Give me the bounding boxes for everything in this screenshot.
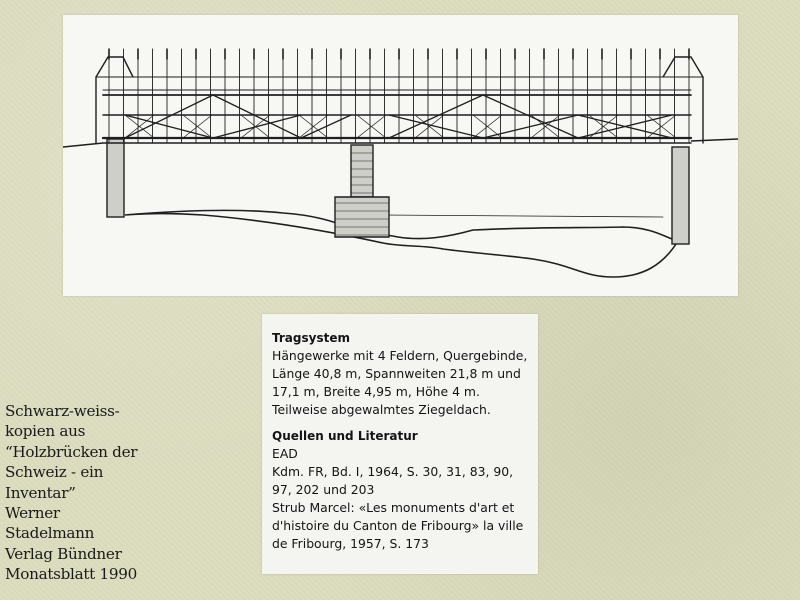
caption-line: Inventar”: [5, 483, 76, 502]
caption-line: Monatsblatt 1990: [5, 565, 137, 584]
bank-line-left: [63, 143, 103, 147]
bank-line-right: [691, 139, 738, 141]
truss-diagonal: [483, 95, 578, 138]
truss-diagonal: [213, 95, 301, 138]
caption-line: Schweiz - ein: [5, 463, 104, 482]
abutment-left: [107, 139, 124, 217]
bridge-info-card: [262, 314, 538, 574]
caption-line: “Holzbrücken der: [5, 442, 138, 461]
section-text-tragsystem: Hängewerke mit 4 Feldern, Quergebinde, Länge 40,8 m, Spannweiten 21,8 m und 17,1 m, Breite 4,95 m, Höhe 4 m. Teilweise abgewalmtes Ziegeldach.: [272, 348, 528, 417]
caption-line: kopien aus: [5, 422, 86, 441]
truss-diagonal: [389, 115, 483, 138]
gable-left: [96, 57, 133, 77]
section-text-quellen: EAD Kdm. FR, Bd. I, 1964, S. 30, 31, 83, 90, 97, 202 und 203 Strub Marcel: «Les monuments d'art et d'histoire du Canton de Fribourg» la ville de Fribourg, 1957, S. 173: [272, 446, 524, 551]
abutment-right: [672, 147, 689, 244]
section-heading-tragsystem: Tragsystem: [272, 331, 350, 345]
truss-diagonal: [301, 115, 351, 138]
caption-line: Werner: [5, 504, 60, 523]
bridge-drawing: [63, 15, 738, 296]
source-caption: [5, 401, 165, 585]
section-heading-quellen: Quellen und Literatur: [272, 429, 418, 443]
bridge-elevation-diagram: [63, 15, 738, 296]
gable-right: [663, 57, 703, 77]
terrain-outline: [125, 210, 678, 277]
water-line: [381, 215, 663, 217]
caption-line: Stadelmann: [5, 524, 95, 543]
truss-diagonal: [213, 115, 301, 138]
caption-line: Verlag Bündner: [5, 544, 122, 563]
caption-line: Schwarz-weiss-: [5, 402, 120, 420]
